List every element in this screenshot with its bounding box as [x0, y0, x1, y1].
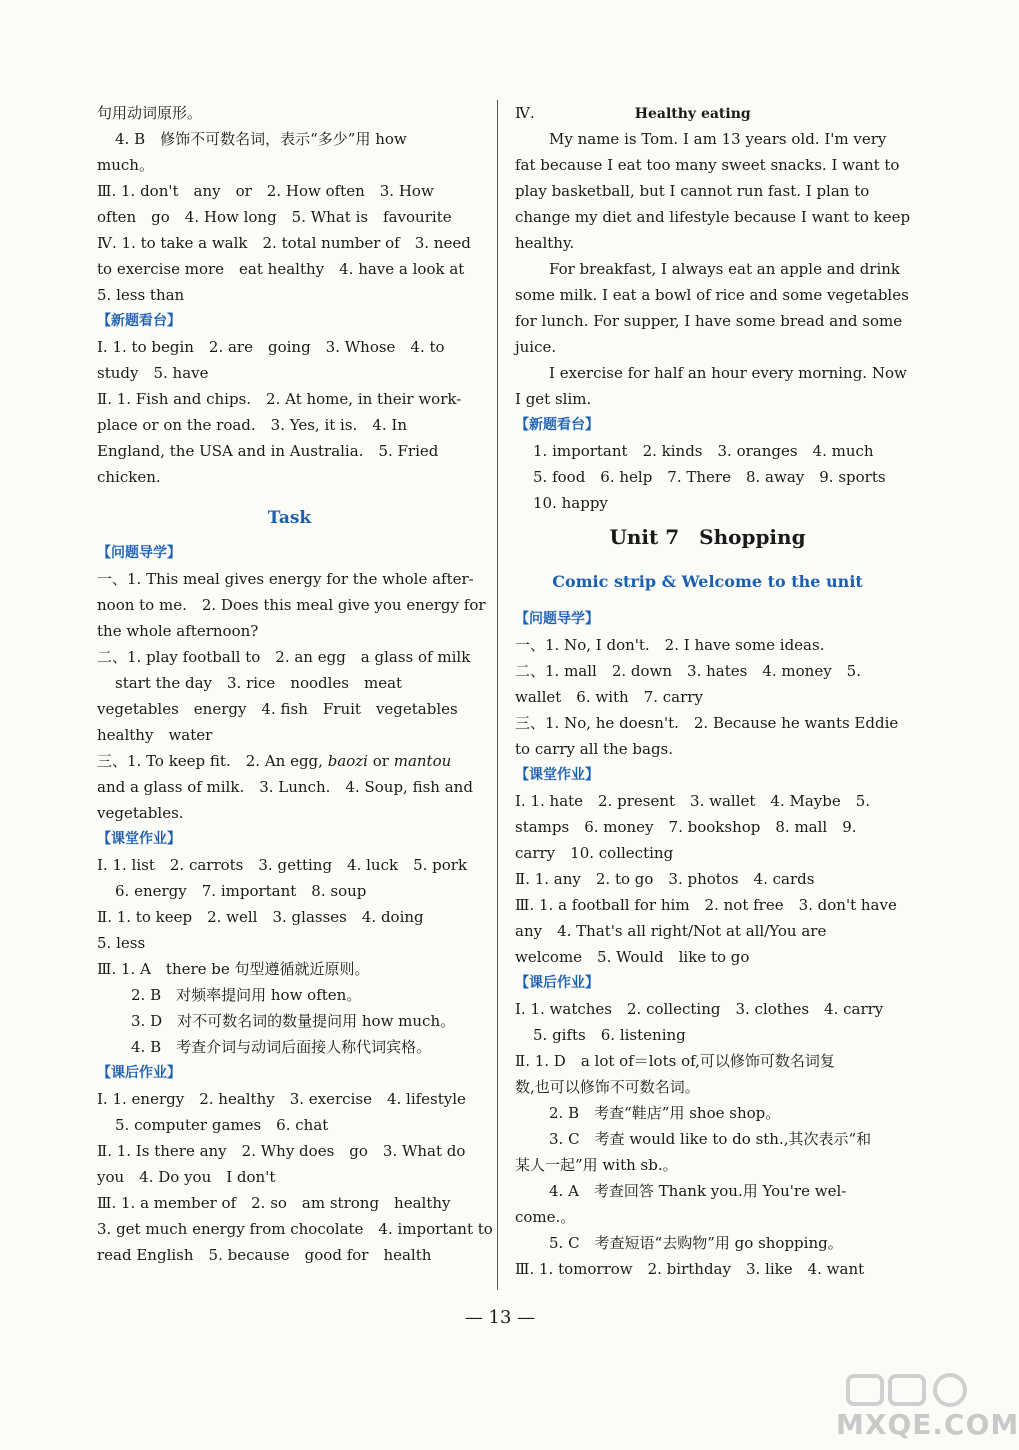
text-line: I get slim.	[515, 390, 592, 408]
text-line: 句用动词原形。	[97, 104, 203, 122]
watermark	[830, 1370, 1019, 1442]
text-line: I exercise for half an hour every morning. Now	[549, 364, 907, 382]
column-divider	[497, 100, 498, 1290]
text-line: Ⅱ. 1. D a lot of＝lots of,可以修饰可数名词复	[515, 1052, 835, 1070]
text-line: 4. A 考查回答 Thank you.用 You're wel-	[549, 1182, 847, 1200]
text-line: often go 4. How long 5. What is favourite	[97, 208, 452, 226]
text-line: Ⅲ. 1. don't any or 2. How often 3. How	[97, 182, 434, 200]
text-line: 6. energy 7. important 8. soup	[115, 882, 367, 900]
section-tag-ketang: 【课堂作业】	[97, 831, 181, 847]
roman-numeral: Ⅳ.	[515, 104, 535, 122]
section-tag-ketang: 【课堂作业】	[515, 767, 599, 783]
text-line: Ⅰ. 1. energy 2. healthy 3. exercise 4. lifestyle	[97, 1090, 466, 1108]
text-line: healthy.	[515, 234, 575, 252]
text-line: Ⅲ. 1. A there be 句型遵循就近原则。	[97, 960, 370, 978]
essay-title: Healthy eating	[634, 106, 751, 122]
text-line: 4. B 考查介词与动词后面接人称代词宾格。	[131, 1038, 432, 1056]
unit-title: Unit 7 Shopping	[609, 525, 806, 549]
text-line: study 5. have	[97, 364, 209, 382]
text-line: juice.	[515, 338, 557, 356]
text-line: chicken.	[97, 468, 161, 486]
text-line: place or on the road. 3. Yes, it is. 4. In	[97, 416, 407, 434]
text-line: noon to me. 2. Does this meal give you energy for	[97, 596, 486, 614]
text-line: to exercise more eat healthy 4. have a look at	[97, 260, 465, 278]
text-line: welcome 5. Would like to go	[515, 948, 750, 966]
text-line: the whole afternoon?	[97, 622, 259, 640]
italic-word: mantou	[393, 752, 452, 770]
text-line: start the day 3. rice noodles meat	[115, 674, 403, 692]
text-line: 5. gifts 6. listening	[533, 1026, 686, 1044]
text-line: Ⅲ. 1. tomorrow 2. birthday 3. like 4. want	[515, 1260, 865, 1278]
text-line: Ⅳ. 1. to take a walk 2. total number of 3. need	[97, 234, 471, 252]
text-line: Ⅰ. 1. hate 2. present 3. wallet 4. Maybe 5.	[515, 792, 871, 810]
text-line: to carry all the bags.	[515, 740, 674, 758]
text-line: Ⅱ. 1. Fish and chips. 2. At home, in their work-	[97, 390, 462, 408]
text-line: change my diet and lifestyle because I want to keep	[515, 208, 911, 226]
text-line: 一、1. No, I don't. 2. I have some ideas.	[515, 636, 825, 654]
text-span: 三、1. To keep fit. 2. An egg,	[97, 752, 328, 770]
text-line: carry 10. collecting	[515, 844, 674, 862]
section-tag-xinti: 【新题看台】	[515, 417, 599, 433]
text-line: 三、1. No, he doesn't. 2. Because he wants Eddie	[515, 714, 899, 732]
text-line: 1. important 2. kinds 3. oranges 4. much	[533, 442, 874, 460]
text-line: 5. less	[97, 934, 146, 952]
text-line: My name is Tom. I am 13 years old. I'm very	[549, 130, 887, 148]
text-line: much。	[97, 156, 154, 174]
left-column	[97, 100, 493, 1268]
section-tag-wenti: 【问题导学】	[515, 611, 599, 627]
text-line: vegetables energy 4. fish Fruit vegetables	[97, 700, 458, 718]
text-line: 2. B 考查“鞋店”用 shoe shop。	[549, 1104, 781, 1122]
text-line: 3. D 对不可数名词的数量提问用 how much。	[131, 1012, 456, 1030]
section-title-task: Task	[267, 508, 312, 528]
text-span: or	[367, 752, 394, 770]
section-tag-xinti: 【新题看台】	[97, 313, 181, 329]
text-line: 5. food 6. help 7. There 8. away 9. sports	[533, 468, 886, 486]
text-line: Ⅲ. 1. a football for him 2. not free 3. don't have	[515, 896, 897, 914]
text-line: for lunch. For supper, I have some bread and some	[515, 312, 903, 330]
text-line: vegetables.	[97, 804, 184, 822]
text-line: play basketball, but I cannot run fast. I plan to	[515, 182, 870, 200]
text-line: come.。	[515, 1208, 576, 1226]
text-line: England, the USA and in Australia. 5. Fried	[97, 442, 439, 460]
text-line: wallet 6. with 7. carry	[515, 688, 703, 706]
text-line: read English 5. because good for health	[97, 1246, 432, 1264]
text-line: Ⅱ. 1. Is there any 2. Why does go 3. What do	[97, 1142, 466, 1160]
text-line: any 4. That's all right/Not at all/You are	[515, 922, 827, 940]
text-line: 5. computer games 6. chat	[115, 1116, 329, 1134]
text-line: Ⅲ. 1. a member of 2. so am strong healthy	[97, 1194, 451, 1212]
page-number: — 13 —	[464, 1307, 536, 1328]
section-tag-kehou: 【课后作业】	[515, 975, 599, 991]
text-line: 二、1. play football to 2. an egg a glass of milk	[97, 648, 471, 666]
text-line: 2. B 对频率提问用 how often。	[131, 986, 362, 1004]
italic-word: baozi	[327, 752, 368, 770]
text-line: 3. get much energy from chocolate 4. important to	[97, 1220, 493, 1238]
text-line: 二、1. mall 2. down 3. hates 4. money 5.	[515, 662, 861, 680]
text-line: Ⅰ. 1. to begin 2. are going 3. Whose 4. to	[97, 338, 445, 356]
section-tag-wenti: 【问题导学】	[97, 545, 181, 561]
text-line: and a glass of milk. 3. Lunch. 4. Soup, fish and	[97, 778, 473, 796]
text-line: stamps 6. money 7. bookshop 8. mall 9.	[515, 818, 857, 836]
text-line: 3. C 考查 would like to do sth.,其次表示“和	[549, 1130, 872, 1148]
text-line: 某人一起”用 with sb.。	[515, 1156, 678, 1174]
text-line: Ⅱ. 1. to keep 2. well 3. glasses 4. doing	[97, 908, 424, 926]
text-line: fat because I eat too many sweet snacks. I want to	[515, 156, 900, 174]
text-line: healthy water	[97, 726, 213, 744]
text-line: 一、1. This meal gives energy for the whole after-	[97, 570, 474, 588]
watermark-text: MXQE.COM	[836, 1408, 1019, 1441]
section-subtitle: Comic strip & Welcome to the unit	[552, 572, 863, 591]
text-line: 5. less than	[97, 286, 185, 304]
text-line: Ⅰ. 1. watches 2. collecting 3. clothes 4. carry	[515, 1000, 884, 1018]
section-tag-kehou: 【课后作业】	[97, 1065, 181, 1081]
text-line: 4. B 修饰不可数名词，表示“多少”用 how	[115, 130, 407, 148]
text-line: some milk. I eat a bowl of rice and some vegetables	[515, 286, 909, 304]
text-line: Ⅰ. 1. list 2. carrots 3. getting 4. luck 5. pork	[97, 856, 468, 874]
essay-heading-line	[515, 100, 900, 126]
watermark-logo-icon	[844, 1370, 974, 1410]
text-line: you 4. Do you I don't	[97, 1168, 276, 1186]
text-line: 10. happy	[533, 494, 608, 512]
text-line: 数,也可以修饰不可数名词。	[515, 1078, 700, 1096]
text-line: 5. C 考查短语“去购物”用 go shopping。	[549, 1234, 843, 1252]
text-line	[97, 748, 482, 774]
text-line: Ⅱ. 1. any 2. to go 3. photos 4. cards	[515, 870, 815, 888]
right-column	[515, 100, 911, 1282]
text-line: For breakfast, I always eat an apple and drink	[549, 260, 901, 278]
